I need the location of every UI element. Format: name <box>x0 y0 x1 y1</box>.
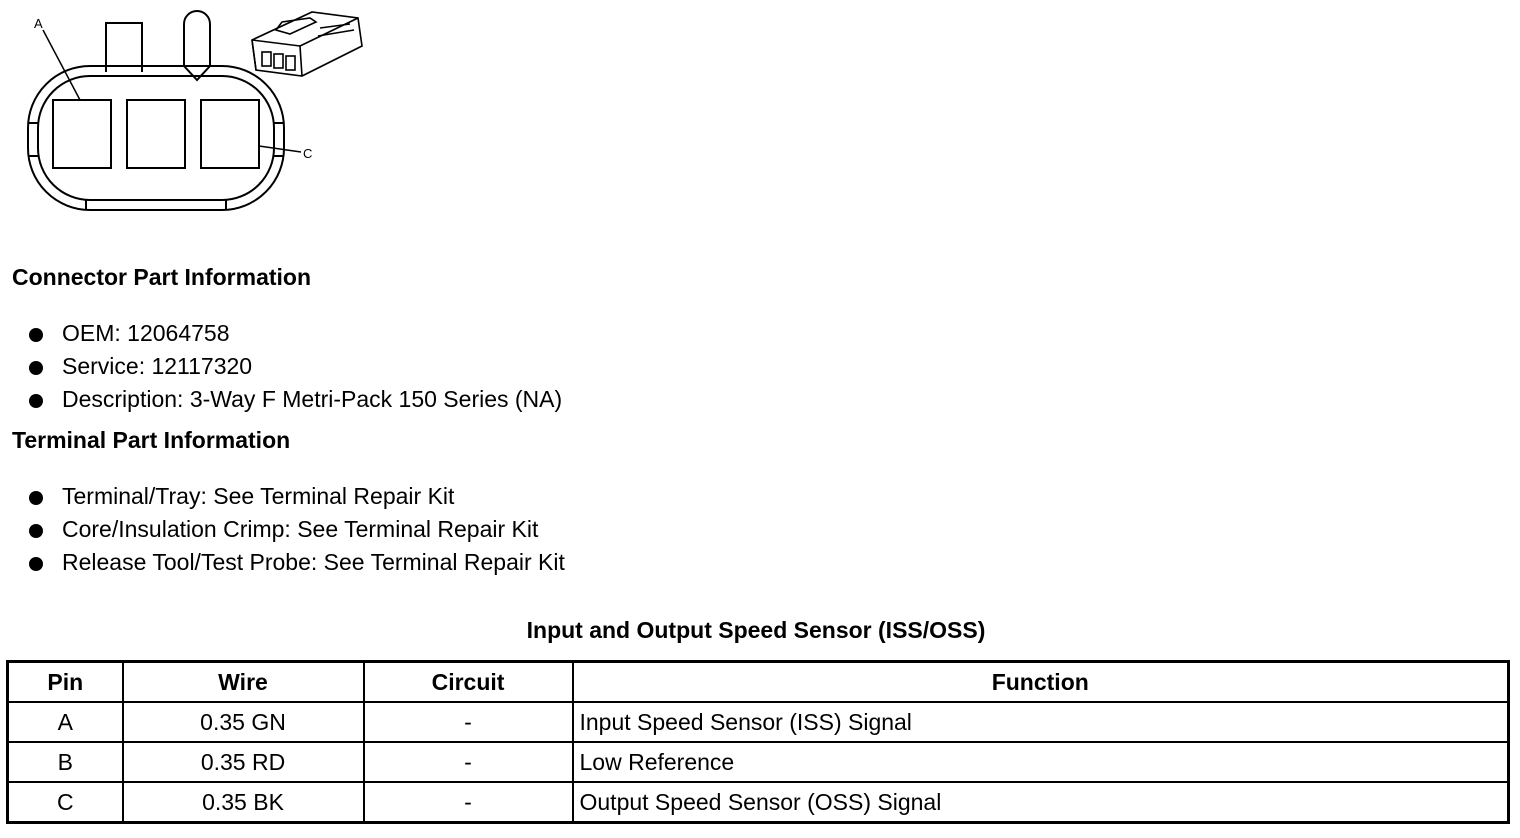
cavity-c <box>201 100 259 168</box>
function-cell: Low Reference <box>573 742 1509 782</box>
callout-label-a: A <box>34 16 43 31</box>
connector-service-text: Service: 12117320 <box>62 353 253 379</box>
circuit-cell: - <box>364 782 573 823</box>
callout-label-c: C <box>303 146 313 161</box>
connector-description-text: Description: 3-Way F Metri-Pack 150 Series (NA) <box>62 386 563 412</box>
bullet-icon <box>29 524 43 538</box>
table-header-row <box>8 662 1509 703</box>
terminal-info-heading: Terminal Part Information <box>12 427 291 453</box>
connector-info-heading: Connector Part Information <box>12 264 312 290</box>
terminal-release-tool-text: Release Tool/Test Probe: See Terminal Repair Kit <box>62 549 565 575</box>
terminal-tray-text: Terminal/Tray: See Terminal Repair Kit <box>62 483 455 509</box>
table-row <box>8 702 1509 742</box>
wire-cell: 0.35 BK <box>123 782 364 823</box>
column-header-wire: Wire <box>123 662 364 703</box>
table-row <box>8 782 1509 823</box>
wire-cell: 0.35 RD <box>123 742 364 782</box>
circuit-cell: - <box>364 702 573 742</box>
connector-housing-inner <box>38 76 274 200</box>
cavity-a <box>53 100 111 168</box>
circuit-cell: - <box>364 742 573 782</box>
function-cell: Output Speed Sensor (OSS) Signal <box>573 782 1509 823</box>
connector-housing-outer <box>28 66 284 210</box>
pin-cell: B <box>8 742 123 782</box>
connector-face-diagram <box>20 8 380 218</box>
column-header-function: Function <box>573 662 1509 703</box>
bullet-icon <box>29 557 43 571</box>
pin-table <box>6 660 1510 824</box>
bullet-icon <box>29 328 43 342</box>
bullet-icon <box>29 394 43 408</box>
connector-oem-text: OEM: 12064758 <box>62 320 230 346</box>
bullet-icon <box>29 361 43 375</box>
bullet-icon <box>29 491 43 505</box>
cavity-b <box>127 100 185 168</box>
pin-cell: A <box>8 702 123 742</box>
column-header-pin: Pin <box>8 662 123 703</box>
pin-cell: C <box>8 782 123 823</box>
connector-isometric-view <box>252 12 362 76</box>
wire-cell: 0.35 GN <box>123 702 364 742</box>
connector-tab-left <box>106 23 142 72</box>
terminal-crimp-text: Core/Insulation Crimp: See Terminal Repair Kit <box>62 516 539 542</box>
table-row <box>8 742 1509 782</box>
column-header-circuit: Circuit <box>364 662 573 703</box>
pin-table-title: Input and Output Speed Sensor (ISS/OSS) <box>526 617 986 643</box>
function-cell: Input Speed Sensor (ISS) Signal <box>573 702 1509 742</box>
connector-tab-right <box>184 11 210 80</box>
